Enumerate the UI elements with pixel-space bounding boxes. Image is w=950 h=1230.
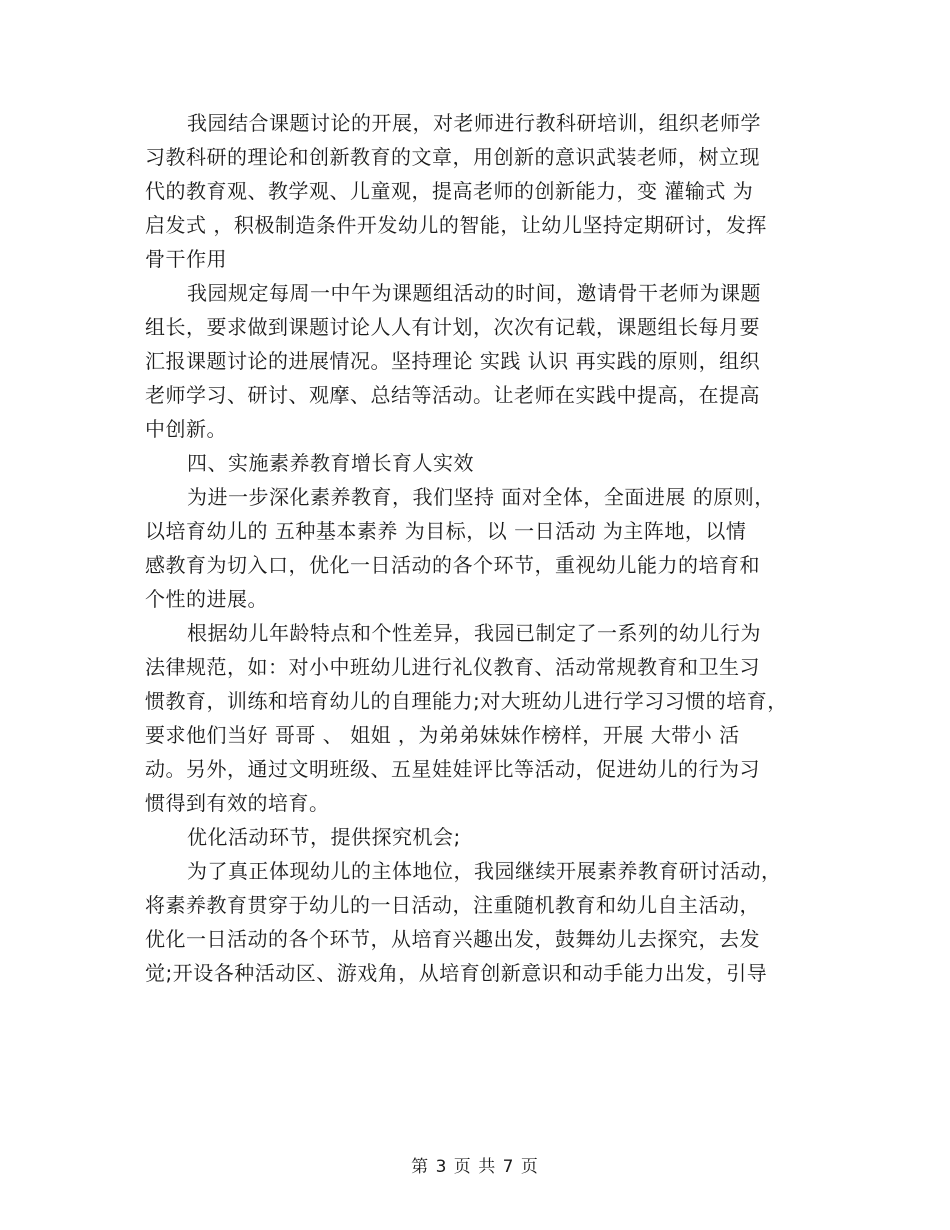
text-line: 优化活动环节，提供探究机会; <box>187 825 461 849</box>
text-line: 习教科研的理论和创新教育的文章，用创新的意识武装老师，树立现 <box>145 145 760 169</box>
text-line: 我园结合课题讨论的开展，对老师进行教科研培训，组织老师学 <box>187 111 761 135</box>
paragraph-1 <box>145 106 815 276</box>
text-line: 优化一日活动的各个环节，从培育兴趣出发，鼓舞幼儿去探究，去发 <box>145 927 760 951</box>
paragraph-2 <box>145 276 815 446</box>
text-line: 要求他们当好 哥哥 、 姐姐 ，为弟弟妹妹作榜样，开展 大带小 活 <box>145 723 740 747</box>
text-line: 为进一步深化素养教育，我们坚持 面对全体，全面进展 的原则， <box>187 485 775 509</box>
text-line: 代的教育观、教学观、儿童观，提高老师的创新能力，变 灌输式 为 <box>145 179 754 203</box>
sub-heading <box>145 820 815 854</box>
text-line: 汇报课题讨论的进展情况。坚持理论 实践 认识 再实践的原则，组织 <box>145 349 761 373</box>
paragraph-3 <box>145 480 815 616</box>
text-line: 中创新。 <box>145 417 227 441</box>
text-line: 为了真正体现幼儿的主体地位，我园继续开展素养教育研讨活动， <box>187 859 782 883</box>
page-number-footer: 第 3 页 共 7 页 <box>411 1157 539 1177</box>
text-line: 惯教育，训练和培育幼儿的自理能力;对大班幼儿进行学习习惯的培育， <box>145 689 788 713</box>
text-line: 组长，要求做到课题讨论人人有计划，次次有记载，课题组长每月要 <box>145 315 760 339</box>
text-line: 动。另外，通过文明班级、五星娃娃评比等活动，促进幼儿的行为习 <box>145 757 760 781</box>
text-line: 将素养教育贯穿于幼儿的一日活动，注重随机教育和幼儿自主活动， <box>145 893 760 917</box>
text-line: 个性的进展。 <box>145 587 268 611</box>
text-line: 感教育为切入口，优化一日活动的各个环节，重视幼儿能力的培育和 <box>145 553 760 577</box>
document-body <box>145 106 815 990</box>
text-line: 老师学习、研讨、观摩、总结等活动。让老师在实践中提高，在提高 <box>145 383 760 407</box>
section-heading <box>145 446 815 480</box>
text-line: 根据幼儿年龄特点和个性差异，我园已制定了一系列的幼儿行为 <box>187 621 761 645</box>
text-line: 法律规范，如：对小中班幼儿进行礼仪教育、活动常规教育和卫生习 <box>145 655 760 679</box>
text-line: 以培育幼儿的 五种基本素养 为目标，以 一日活动 为主阵地，以情 <box>145 519 747 543</box>
text-line: 启发式 ，积极制造条件开发幼儿的智能，让幼儿坚持定期研讨，发挥 <box>145 213 767 237</box>
paragraph-4 <box>145 616 815 820</box>
text-line: 四、实施素养教育增长育人实效 <box>187 451 474 475</box>
text-line: 觉;开设各种活动区、游戏角，从培育创新意识和动手能力出发，引导 <box>145 961 768 985</box>
paragraph-5 <box>145 854 815 990</box>
text-line: 骨干作用 <box>145 247 227 271</box>
text-line: 惯得到有效的培育。 <box>145 791 330 815</box>
text-line: 我园规定每周一中午为课题组活动的时间，邀请骨干老师为课题 <box>187 281 761 305</box>
